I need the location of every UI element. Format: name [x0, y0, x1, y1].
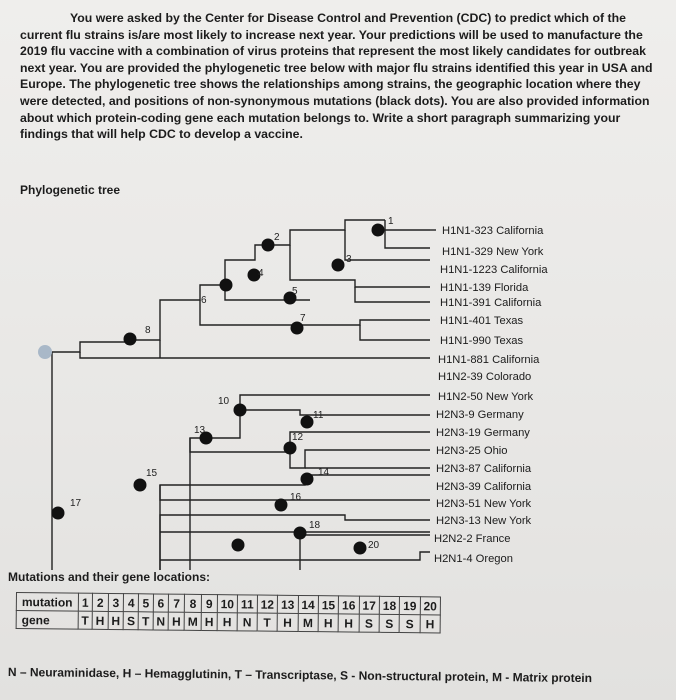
mutation-dot-15	[134, 479, 147, 492]
tree-branch	[160, 552, 430, 560]
mutation-cell: 7	[169, 594, 185, 612]
mutation-cell: 9	[201, 594, 217, 612]
mutation-row-header: mutation	[16, 593, 78, 612]
tree-branch	[200, 300, 430, 325]
mutation-label: 14	[318, 467, 330, 478]
mutation-label: 8	[145, 325, 151, 336]
mutation-cell: 17	[359, 596, 380, 614]
gene-cell: H	[169, 612, 185, 630]
gene-cell: H	[277, 613, 298, 631]
mutation-dot-8	[124, 333, 137, 346]
mutations-title: Mutations and their gene locations:	[8, 570, 211, 584]
mutation-dot-14	[301, 473, 314, 486]
mutation-label: 16	[290, 492, 302, 503]
mutation-label: 18	[309, 520, 321, 531]
gene-row	[16, 611, 440, 633]
strain-label: H1N1-1223 California	[440, 264, 548, 276]
strain-label: H2N3-51 New York	[436, 498, 532, 510]
strain-label: H2N3-39 California	[436, 481, 532, 493]
tree-branch	[190, 432, 430, 452]
gene-cell: M	[298, 613, 319, 631]
strain-label: H2N1-4 Oregon	[434, 553, 513, 565]
gene-row-header: gene	[16, 611, 78, 630]
tree-branch	[290, 450, 430, 468]
mutation-cell: 20	[420, 597, 441, 615]
mutation-dot-2	[262, 239, 275, 252]
mutation-gene-table	[16, 592, 441, 633]
mutation-cell: 14	[298, 595, 319, 613]
tree-branch	[360, 325, 430, 340]
mutation-label: 3	[346, 254, 352, 265]
mutation-dot-10	[234, 404, 247, 417]
gene-cell: S	[123, 612, 138, 630]
mutation-label: 10	[218, 396, 230, 407]
mutation-dot-19	[232, 539, 245, 552]
strain-label: H1N1-391 California	[440, 297, 542, 309]
tree-branch	[137, 535, 430, 570]
mutation-label: 4	[258, 268, 264, 279]
tree-branch	[160, 475, 430, 570]
strain-label: H2N3-9 Germany	[436, 409, 524, 421]
mutation-cell: 15	[318, 596, 339, 614]
assignment-text: You were asked by the Center for Disease Control and Prevention (CDC) to predict which of the current flu strains is/are most likely to increase next year. Your predictions will be used to manufacture the 2019 flu vaccine with a combination of virus proteins that represent the most likely candidates for outbreak next year. You are provided the phylogenetic tree below with major flu strains identified this year in USA and Europe. The phylogenetic tree shows the relationships among strains, the geographic location where they were detected, and positions of non-synonymous mutations (black dots). You are also provided information about which protein-coding gene each mutation belongs to. Write a short paragraph summarizing your findings that will help CDC to develop a vaccine.	[20, 11, 653, 142]
strain-label: H1N1-881 California	[438, 354, 540, 366]
gene-cell: T	[138, 612, 153, 630]
gene-cell: H	[108, 611, 124, 629]
mutation-dot-3	[332, 259, 345, 272]
mutation-dot-1	[372, 224, 385, 237]
gene-cell: N	[153, 612, 169, 630]
strain-label: H2N3-13 New York	[436, 515, 532, 527]
gene-cell: T	[78, 611, 93, 629]
mutation-label: 15	[146, 468, 158, 479]
tree-branch	[160, 515, 430, 570]
mutation-label: 11	[313, 410, 324, 421]
mutation-dot-18	[294, 527, 307, 540]
strain-label: H1N1-139 Florida	[440, 282, 529, 294]
gene-cell: H	[318, 614, 339, 632]
gene-cell: H	[420, 615, 441, 633]
tree-branch	[355, 287, 430, 302]
strain-label: H1N1-323 California	[442, 225, 544, 237]
mutation-cell: 1	[78, 593, 93, 611]
phylogenetic-tree	[0, 200, 676, 570]
root-dot	[38, 345, 52, 359]
mutation-cell: 18	[379, 596, 400, 614]
tree-branch	[240, 395, 430, 410]
tree-branch	[137, 410, 430, 570]
tree-branch	[80, 352, 430, 358]
tree-title: Phylogenetic tree	[20, 183, 121, 197]
mutation-dot-6	[220, 279, 233, 292]
mutation-label: 17	[70, 498, 82, 509]
mutation-dot-11	[301, 416, 314, 429]
strain-label: H2N3-19 Germany	[436, 427, 530, 439]
mutation-dot-17	[52, 507, 65, 520]
mutation-cell: 16	[339, 596, 360, 614]
strain-label: H2N3-87 California	[436, 463, 532, 475]
mutation-label: 5	[292, 286, 298, 297]
tree-branch	[290, 245, 430, 287]
mutation-label: 6	[201, 295, 207, 306]
mutation-cell: 3	[108, 593, 124, 611]
mutation-cell: 11	[237, 595, 257, 613]
strain-label: H1N1-329 New York	[442, 246, 544, 258]
strain-label: H1N2-50 New York	[438, 391, 534, 403]
mutation-cell: 13	[277, 595, 298, 613]
mutation-label: 7	[300, 313, 306, 324]
tree-branch	[52, 340, 128, 352]
gene-cell: N	[237, 613, 257, 631]
gene-cell: H	[92, 611, 108, 629]
strain-label: H2N2-2 France	[434, 533, 511, 545]
mutation-cell: 6	[153, 594, 169, 612]
gene-cell: H	[338, 614, 359, 632]
mutation-cell: 19	[400, 597, 421, 615]
gene-cell: T	[257, 613, 278, 631]
strain-label: H1N1-401 Texas	[440, 315, 524, 327]
mutation-dot-16	[275, 499, 288, 512]
mutation-label: 1	[388, 216, 394, 227]
gene-cell: M	[184, 612, 201, 630]
strain-label: H2N3-25 Ohio	[436, 445, 508, 457]
tree-branch	[345, 230, 430, 260]
mutation-dot-12	[284, 442, 297, 455]
gene-cell: H	[201, 612, 217, 630]
mutation-label: 12	[292, 432, 304, 443]
gene-cell: H	[217, 613, 238, 631]
mutation-cell: 8	[184, 594, 201, 612]
mutation-label: 13	[194, 425, 206, 436]
mutation-dot-20	[354, 542, 367, 555]
gene-cell: S	[399, 615, 420, 633]
mutation-cell: 4	[124, 594, 139, 612]
mutation-cell: 5	[139, 594, 154, 612]
gene-cell: S	[379, 614, 400, 632]
gene-legend: N – Neuraminidase, H – Hemagglutinin, T – Transcriptase, S - Non-structural protein, M - Matrix protein	[7, 665, 593, 686]
assignment-paragraph	[20, 10, 660, 143]
mutation-label: 20	[368, 540, 380, 551]
mutation-cell: 2	[92, 593, 108, 611]
mutation-label: 2	[274, 232, 280, 243]
tree-branch	[385, 230, 430, 248]
strain-label: H1N1-990 Texas	[440, 335, 524, 347]
strain-label: H1N2-39 Colorado	[438, 371, 532, 383]
mutation-cell: 10	[217, 595, 238, 613]
gene-cell: S	[359, 614, 380, 632]
mutation-cell: 12	[257, 595, 278, 613]
